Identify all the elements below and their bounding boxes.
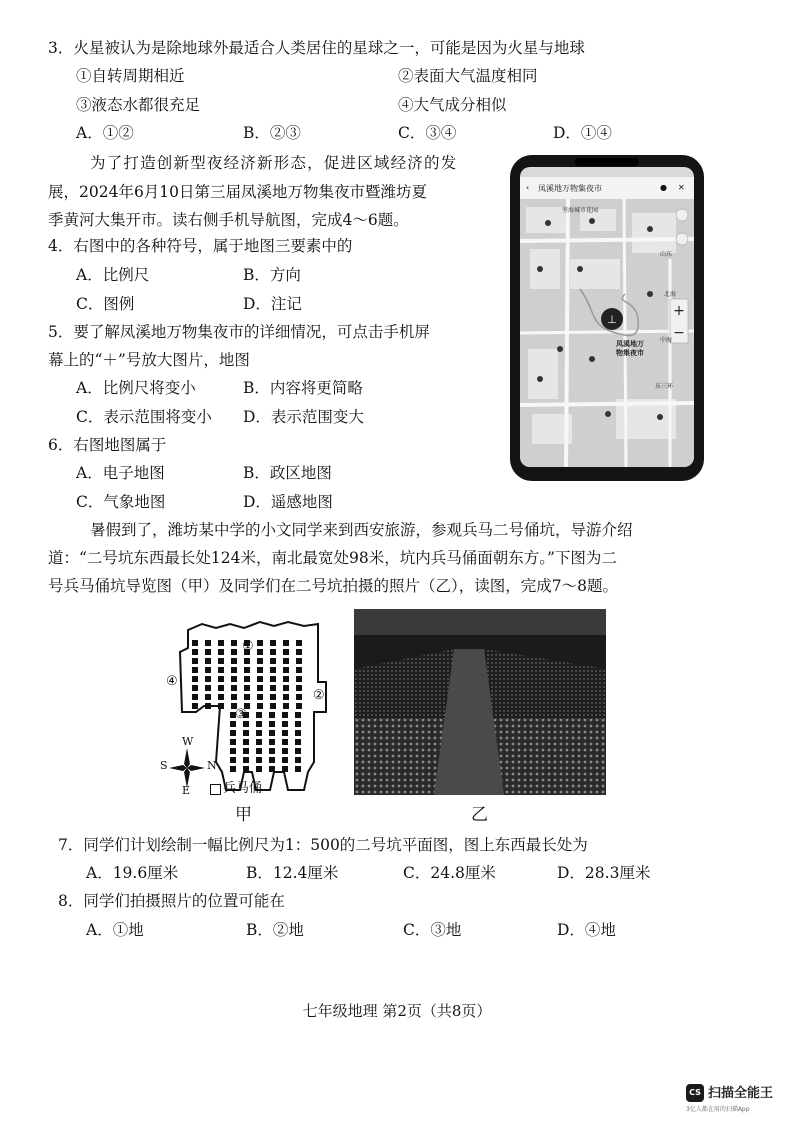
pit-grid-square: [269, 748, 275, 754]
pit-grid-square: [296, 685, 302, 691]
pit-grid-square: [296, 658, 302, 664]
pit-grid-square: [230, 757, 236, 763]
pit-grid-square: [270, 694, 276, 700]
pit-grid-square: [256, 712, 262, 718]
pit-grid: [192, 640, 302, 772]
map-search-bar: [520, 177, 694, 199]
pit-grid-square: [205, 676, 211, 682]
pit-grid-square: [231, 685, 237, 691]
q3-option-b: B．②③: [243, 124, 301, 142]
pit-grid-square: [270, 667, 276, 673]
q7-option-b: B．12.4厘米: [246, 864, 339, 882]
q5-option-d: D．表示范围变大: [243, 408, 364, 426]
pit-grid-square: [243, 766, 249, 772]
intro2-line-1: 暑假到了，潍坊某中学的小文同学来到西安旅游，参观兵马二号俑坑，导游介绍: [90, 521, 633, 539]
pit-grid-square: [230, 739, 236, 745]
pit-grid-square: [218, 667, 224, 673]
pit-grid-square: [231, 640, 237, 646]
pit-grid-square: [269, 739, 275, 745]
pit-grid-square: [295, 757, 301, 763]
pit-grid-square: [218, 676, 224, 682]
pit-grid-square: [296, 676, 302, 682]
pit-grid-square: [282, 748, 288, 754]
pit-marker-1: ①: [242, 639, 254, 654]
phone-screen: [520, 167, 694, 467]
pit-grid-square: [283, 676, 289, 682]
pit-grid-square: [283, 658, 289, 664]
pit-grid-square: [295, 721, 301, 727]
q4-option-b: B．方向: [243, 266, 301, 284]
pit-grid-square: [295, 712, 301, 718]
page-footer: 七年级地理 第2页（共8页）: [302, 1002, 492, 1020]
pit-grid-square: [256, 748, 262, 754]
phone-notch: [575, 158, 639, 166]
q3-statement-4: ④大气成分相似: [398, 96, 507, 114]
pit-grid-square: [243, 739, 249, 745]
intro1-line-3: 季黄河大集开市。读右侧手机导航图，完成4～6题。: [48, 211, 409, 229]
pit-grid-square: [270, 676, 276, 682]
caption-jia: 甲: [235, 805, 252, 825]
pit-grid-square: [205, 694, 211, 700]
pit-grid-square: [283, 703, 289, 709]
map-label-zhonghai: 中海: [660, 337, 673, 344]
q8-option-a: A．①地: [86, 921, 144, 939]
pit-grid-square: [269, 712, 275, 718]
pit-grid-square: [270, 685, 276, 691]
pit-grid-square: [218, 703, 224, 709]
pit-grid-square: [283, 694, 289, 700]
intro2-line-3: 号兵马俑坑导览图（甲）及同学们在二号坑拍摄的照片（乙），读图，完成7～8题。: [48, 577, 618, 595]
q3-option-d: D．①④: [553, 124, 612, 142]
pit-grid-square: [296, 649, 302, 655]
pit-grid-square: [192, 676, 198, 682]
watermark-subtitle: 3亿人都在用的扫描App: [686, 1106, 750, 1113]
pit-grid-square: [192, 703, 198, 709]
pit-grid-square: [256, 721, 262, 727]
pit-marker-2: ②: [313, 688, 325, 703]
q8-option-d: D．④地: [557, 921, 616, 939]
pit-grid-square: [205, 685, 211, 691]
pit-grid-square: [218, 685, 224, 691]
pit-grid-square: [282, 757, 288, 763]
pit-grid-square: [205, 658, 211, 664]
watermark-name: 扫描全能王: [708, 1086, 774, 1101]
pit-grid-square: [205, 649, 211, 655]
pit-grid-square: [256, 739, 262, 745]
pit-grid-square: [296, 667, 302, 673]
q3-statement-2: ②表面大气温度相同: [398, 67, 538, 85]
map-label-shandong: 山东: [660, 251, 673, 258]
pit-grid-square: [283, 640, 289, 646]
pit-grid-square: [205, 667, 211, 673]
pit-grid-square: [257, 658, 263, 664]
pit-grid-square: [256, 757, 262, 763]
pit-grid-square: [296, 703, 302, 709]
pit-grid-square: [257, 694, 263, 700]
q7-stem: 7．同学们计划绘制一幅比例尺为1：500的二号坑平面图，图上东西最长处为: [58, 836, 588, 854]
q8-option-c: C．③地: [403, 921, 462, 939]
q3-option-c: C．③④: [398, 124, 457, 142]
q6-option-c: C．气象地图: [76, 493, 166, 511]
pit-grid-square: [295, 766, 301, 772]
pit-grid-square: [243, 730, 249, 736]
pit-grid-square: [192, 649, 198, 655]
map-label-market-2: 物集夜市: [616, 349, 644, 357]
pit-grid-square: [257, 676, 263, 682]
pit-grid-square: [270, 640, 276, 646]
q4-option-d: D．注记: [243, 295, 302, 313]
q7-option-d: D．28.3厘米: [557, 864, 651, 882]
pit-grid-square: [244, 667, 250, 673]
svg-text:+: +: [673, 303, 685, 319]
compass-w: W: [182, 735, 194, 748]
pit-grid-square: [243, 757, 249, 763]
pit-grid-square: [192, 667, 198, 673]
pit-grid-square: [244, 694, 250, 700]
pit-grid-square: [282, 730, 288, 736]
pit-grid-square: [231, 658, 237, 664]
legend-square-icon: [210, 784, 221, 795]
pit-grid-square: [269, 757, 275, 763]
intro1-line-2: 展，2024年6月10日第三届凤溪地万物集夜市暨潍坊夏: [48, 183, 428, 201]
pit-grid-square: [269, 730, 275, 736]
map-title: 凤溪地万物集夜市: [538, 184, 602, 193]
pit-grid-square: [257, 703, 263, 709]
pit-grid-square: [205, 640, 211, 646]
camscanner-logo-icon: CS: [686, 1084, 704, 1102]
q7-option-c: C．24.8厘米: [403, 864, 496, 882]
pit-grid-square: [295, 748, 301, 754]
svg-text:−: −: [673, 325, 685, 341]
pit-grid-square: [295, 730, 301, 736]
pit-grid-square: [230, 730, 236, 736]
svg-text:⊥: ⊥: [607, 313, 617, 326]
pit-grid-square: [283, 667, 289, 673]
pit-marker-4: ④: [166, 674, 178, 689]
pit-marker-3: ③: [235, 707, 247, 722]
map-label-market-1: 凤溪地万: [616, 340, 644, 348]
pit-grid-square: [244, 685, 250, 691]
q6-option-a: A．电子地图: [76, 464, 165, 482]
pit-grid-square: [218, 694, 224, 700]
q6-option-d: D．遥感地图: [243, 493, 333, 511]
pit-grid-square: [244, 658, 250, 664]
pit-grid-square: [282, 739, 288, 745]
q3-statement-1: ①自转周期相近: [76, 67, 185, 85]
q3-option-a: A．①②: [76, 124, 134, 142]
intro1-line-1: 为了打造创新型夜经济新形态，促进区域经济的发: [90, 154, 458, 172]
pit-grid-square: [256, 766, 262, 772]
pit-grid-square: [244, 676, 250, 682]
pit-grid-square: [230, 748, 236, 754]
compass-n: N: [207, 759, 217, 772]
pit-grid-square: [192, 685, 198, 691]
pit-grid-square: [283, 685, 289, 691]
q4-stem: 4．右图中的各种符号，属于地图三要素中的: [48, 237, 353, 255]
pit-grid-square: [269, 766, 275, 772]
pit-grid-square: [282, 721, 288, 727]
caption-yi: 乙: [471, 805, 488, 825]
pit-grid-square: [269, 721, 275, 727]
pit-grid-square: [257, 640, 263, 646]
q7-option-a: A．19.6厘米: [86, 864, 179, 882]
q5-option-b: B．内容将更简略: [243, 379, 363, 397]
map-label-east-ring: 东三环: [655, 383, 674, 390]
q5-stem-line-2: 幕上的“＋”号放大图片，地图: [48, 351, 250, 369]
pit-grid-square: [231, 649, 237, 655]
pit-grid-square: [270, 649, 276, 655]
compass-e: E: [182, 784, 191, 797]
map-label-beihai: 北海: [664, 291, 677, 298]
pit-grid-square: [257, 667, 263, 673]
pit-grid-square: [231, 694, 237, 700]
pit-grid-square: [256, 730, 262, 736]
close-icon[interactable]: ✕: [678, 183, 685, 192]
q4-option-c: C．图例: [76, 295, 135, 313]
pit-grid-square: [192, 658, 198, 664]
q3-stem: 3．火星被认为是除地球外最适合人类居住的星球之一，可能是因为火星与地球: [48, 39, 585, 57]
pit-grid-square: [257, 649, 263, 655]
intro2-line-2: 道：“二号坑东西最长处124米，南北最宽处98米，坑内兵马俑面朝东方。”下图为二: [48, 549, 617, 567]
q4-option-a: A．比例尺: [76, 266, 150, 284]
pit-grid-square: [270, 703, 276, 709]
pit-grid-square: [192, 694, 198, 700]
pit-grid-square: [243, 748, 249, 754]
pit-grid-square: [270, 658, 276, 664]
terracotta-photo: [354, 609, 606, 795]
microphone-icon[interactable]: ●: [660, 183, 667, 192]
q5-option-a: A．比例尺将变小: [76, 379, 196, 397]
q5-stem-line-1: 5．要了解凤溪地万物集夜市的详细情况，可点击手机屏: [48, 323, 430, 341]
map-graphic: [520, 199, 694, 467]
q6-option-b: B．政区地图: [243, 464, 332, 482]
pit-grid-square: [218, 658, 224, 664]
map-label-garden: 坚海城市花园: [562, 207, 599, 214]
compass-s: S: [160, 759, 168, 772]
pit-grid-square: [231, 676, 237, 682]
pit-grid-square: [192, 640, 198, 646]
pit-grid-square: [257, 685, 263, 691]
pit-grid-square: [231, 667, 237, 673]
phone-navigation-map: [510, 155, 704, 481]
back-icon[interactable]: ‹: [526, 183, 530, 192]
pit-grid-square: [205, 703, 211, 709]
pit-grid-square: [230, 766, 236, 772]
q8-stem: 8．同学们拍摄照片的位置可能在: [58, 892, 285, 910]
pit-grid-square: [282, 766, 288, 772]
pit-grid-square: [296, 640, 302, 646]
pit-grid-square: [282, 712, 288, 718]
q5-option-c: C．表示范围将变小: [76, 408, 212, 426]
pit-grid-square: [218, 640, 224, 646]
terracotta-photo-graphic: [354, 609, 606, 795]
pit-grid-square: [283, 649, 289, 655]
q3-statement-3: ③液态水都很充足: [76, 96, 201, 114]
pit-grid-square: [218, 649, 224, 655]
legend-label: 兵马俑: [223, 781, 263, 796]
pit-grid-square: [295, 739, 301, 745]
q6-stem: 6．右图地图属于: [48, 436, 167, 454]
q8-option-b: B．②地: [246, 921, 304, 939]
pit-grid-square: [296, 694, 302, 700]
